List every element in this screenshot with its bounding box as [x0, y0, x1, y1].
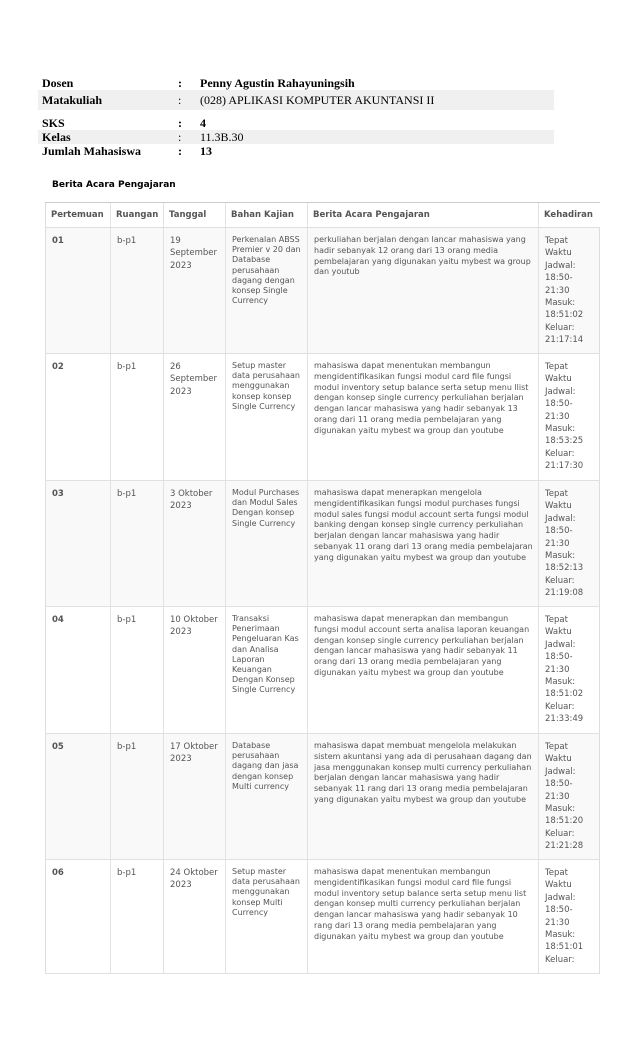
berita-cell: mahasiswa dapat menerapkan dan membangun fungsi modul account serta analisa laporan keuangan dengan konsep single currency perkuliahan berjalan dengan lancar mahasiswa yang hadir sebanyak 11 orang dari 13 orang media pembelajaran yang digunakan yaitu mybest wa group dan youtube	[308, 607, 539, 734]
ruangan-cell: b-p1	[111, 354, 164, 481]
kehadiran-cell: Tepat Waktu Jadwal: 18:50-21:30 Masuk: 18:53:25 Keluar: 21:17:30	[539, 354, 600, 481]
bahan-cell: Transaksi Penerimaan Pengeluaran Kas dan Analisa Laporan Keuangan Dengan Konsep Single Currency	[226, 607, 308, 734]
tanggal-cell: 19 September 2023	[164, 228, 226, 354]
table-row	[46, 228, 600, 354]
jumlah-value: 13	[200, 143, 212, 158]
ruangan-cell: b-p1	[111, 607, 164, 734]
section-title: Berita Acara Pengajaran	[52, 180, 176, 190]
sks-label: SKS	[42, 115, 65, 130]
colon: :	[178, 143, 182, 158]
pertemuan-cell: 03	[46, 481, 111, 607]
bahan-cell: Setup master data perusahaan menggunakan konsep konsep Single Currency	[226, 354, 308, 481]
kelas-row	[38, 130, 554, 144]
header-pertemuan: Pertemuan	[46, 203, 111, 228]
bahan-cell: Database perusahaan dagang dan jasa dengan konsep Multi currency	[226, 734, 308, 860]
table-row	[46, 860, 600, 974]
ruangan-cell: b-p1	[111, 481, 164, 607]
pertemuan-cell: 04	[46, 607, 111, 734]
bahan-cell: Setup master data perusahaan menggunakan konsep Multi Currency	[226, 860, 308, 974]
berita-cell: mahasiswa dapat menentukan membangun mengidentifikasikan fungsi modul card file fungsi modul inventory setup balance serta setup menu list dengan konsep multi currency perkuliahan berjalan dengan lancar mahasiswa yang hadir sebanyak 10 rang dari 13 orang media pembelajaran yang digunakan yaitu mybest wa group dan youtube	[308, 860, 539, 974]
tanggal-cell: 10 Oktober 2023	[164, 607, 226, 734]
pertemuan-cell: 06	[46, 860, 111, 974]
colon: :	[178, 129, 182, 144]
kehadiran-cell: Tepat Waktu Jadwal: 18:50-21:30 Masuk: 18:51:02 Keluar: 21:17:14	[539, 228, 600, 354]
tanggal-cell: 24 Oktober 2023	[164, 860, 226, 974]
header-berita-acara: Berita Acara Pengajaran	[308, 203, 539, 228]
matakuliah-value: (028) APLIKASI KOMPUTER AKUNTANSI II	[200, 92, 435, 107]
tanggal-cell: 17 Oktober 2023	[164, 734, 226, 860]
kelas-label: Kelas	[42, 129, 71, 144]
kehadiran-cell: Tepat Waktu Jadwal: 18:50-21:30 Masuk: 18:51:01 Keluar:	[539, 860, 600, 974]
ruangan-cell: b-p1	[111, 228, 164, 354]
berita-cell: perkuliahan berjalan dengan lancar mahasiswa yang hadir sebanyak 12 orang dari 13 orang media pembelajaran yang digunakan yaitu mybest wa group dan youtub	[308, 228, 539, 354]
kelas-value: 11.3B.30	[200, 129, 244, 144]
colon: :	[178, 115, 182, 130]
tanggal-cell: 26 September 2023	[164, 354, 226, 481]
kehadiran-cell: Tepat Waktu Jadwal: 18:50-21:30 Masuk: 18:51:20 Keluar: 21:21:28	[539, 734, 600, 860]
tanggal-cell: 3 Oktober 2023	[164, 481, 226, 607]
berita-cell: mahasiswa dapat menentukan membangun mengidentifikasikan fungsi modul card file fungsi modul inventory setup balance serta setup menu llist dengan konsep single currency perkuliahan berjalan dengan lancar mahasiswa yang hadir sebanyak 13 orang dari 11 orang media pembelajaran yang digunakan yaitu mybest wa group dan youtube	[308, 354, 539, 481]
berita-cell: mahasiswa dapat membuat mengelola melakukan sistem akuntansi yang ada di perusahaan dagang dan jasa menggunakan konsep multi currency perkuliahan berjalan dengan lancar mahasiswa yang hadir sebanyak 11 rang dari 13 orang media pembelajaran yang digunakan yaitu mybest wa group dan youtube	[308, 734, 539, 860]
header-tanggal: Tanggal	[164, 203, 226, 228]
matakuliah-label: Matakuliah	[42, 92, 103, 107]
colon: :	[178, 75, 182, 90]
dosen-label: Dosen	[42, 75, 74, 90]
header-ruangan: Ruangan	[111, 203, 164, 228]
course-info	[38, 76, 554, 158]
matakuliah-row	[38, 90, 554, 110]
pertemuan-cell: 05	[46, 734, 111, 860]
ruangan-cell: b-p1	[111, 860, 164, 974]
header-kehadiran: Kehadiran	[539, 203, 600, 228]
pertemuan-cell: 02	[46, 354, 111, 481]
bahan-cell: Modul Purchases dan Modul Sales Dengan konsep Single Currency	[226, 481, 308, 607]
berita-cell: mahasiswa dapat menerapkan mengelola mengidentifikasikan fungsi modul purchases fungsi modul sales fungsi modul account serta fungsi modul banking dengan konsep single currency perkuliahan berjalan dengan lancar mahasiswa yang hadir sebanyak 11 orang dari 13 orang media pembelajaran yang digunakan yaitu mybest wa group dan youtube	[308, 481, 539, 607]
jumlah-label: Jumlah Mahasiswa	[42, 143, 142, 158]
kehadiran-cell: Tepat Waktu Jadwal: 18:50-21:30 Masuk: 18:52:13 Keluar: 21:19:08	[539, 481, 600, 607]
berita-acara-table	[45, 202, 600, 974]
jumlah-row	[38, 144, 554, 158]
pertemuan-cell: 01	[46, 228, 111, 354]
sks-value: 4	[200, 115, 206, 130]
table-row	[46, 354, 600, 481]
table-row	[46, 607, 600, 734]
table-header-row	[46, 203, 600, 228]
header-bahan-kajian: Bahan Kajian	[226, 203, 308, 228]
dosen-value: Penny Agustin Rahayuningsih	[200, 75, 355, 90]
colon: :	[178, 92, 182, 107]
ruangan-cell: b-p1	[111, 734, 164, 860]
table-row	[46, 481, 600, 607]
kehadiran-cell: Tepat Waktu Jadwal: 18:50-21:30 Masuk: 18:51:02 Keluar: 21:33:49	[539, 607, 600, 734]
sks-row	[38, 116, 554, 130]
bahan-cell: Perkenalan ABSS Premier v 20 dan Database perusahaan dagang dengan konsep Single Currency	[226, 228, 308, 354]
table-row	[46, 734, 600, 860]
dosen-row	[38, 76, 554, 90]
